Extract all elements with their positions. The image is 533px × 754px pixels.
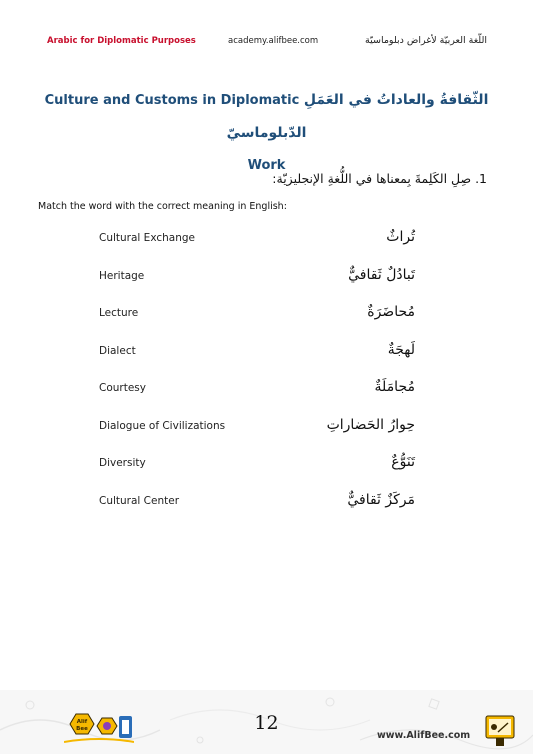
list-item [0,489,533,527]
english-word: Cultural Center [99,494,180,507]
title-english: Culture and Customs in Diplomatic [44,93,300,108]
arabic-word: مَركَزٌ ثَقافيٌّ [347,491,415,508]
list-item [0,451,533,489]
list-item [0,339,533,377]
footer-website[interactable]: www.AlifBee.com [377,730,471,741]
arabic-word: لَهجَةٌ [387,341,415,358]
list-item [0,301,533,339]
title-arabic: الثّقافةُ والعاداتُ في العَمَلِ الدّبلوماسيّ [226,92,489,141]
list-item [0,414,533,452]
lesson-title [40,84,493,182]
page-number: 12 [254,712,279,734]
svg-text:Alif: Alif [76,719,88,725]
svg-text:Bee: Bee [76,726,88,732]
matching-list [0,226,533,526]
header-course-title: Arabic for Diplomatic Purposes [47,36,196,46]
english-word: Courtesy [99,382,146,394]
header-website[interactable]: academy.alifbee.com [228,36,319,46]
arabic-word: مُجامَلَةٌ [374,379,415,395]
english-word: Cultural Exchange [99,232,195,244]
teacher-board-icon [482,714,518,748]
arabic-word: حِوارُ الحَضاراتِ [326,416,415,433]
list-item [0,226,533,264]
title-english-line2: Work [247,158,286,173]
arabic-word: تَبادُلٌ ثَقافيٌّ [348,266,415,283]
header-arabic-title: اللّغة العربيّة لأغراض دبلوماسيّة [365,35,487,46]
page-header [0,36,533,50]
list-item [0,376,533,414]
question-english: Match the word with the correct meaning in English: [38,201,287,212]
english-word: Dialogue of Civilizations [99,419,226,432]
list-item [0,264,533,302]
arabic-word: تَنَوُّعٌ [391,454,415,470]
english-word: Dialect [99,344,136,357]
question-arabic: 1. صِلِ الكَلِمةَ بِمعناها في اللُّغةِ الإنجليزيّة: [272,171,487,186]
arabic-word: تُراثٌ [386,229,415,245]
alifbee-logo-icon [64,712,134,746]
english-word: Heritage [99,269,145,282]
english-word: Lecture [99,307,139,319]
arabic-word: مُحاضَرَةٌ [367,304,415,320]
english-word: Diversity [99,457,146,469]
